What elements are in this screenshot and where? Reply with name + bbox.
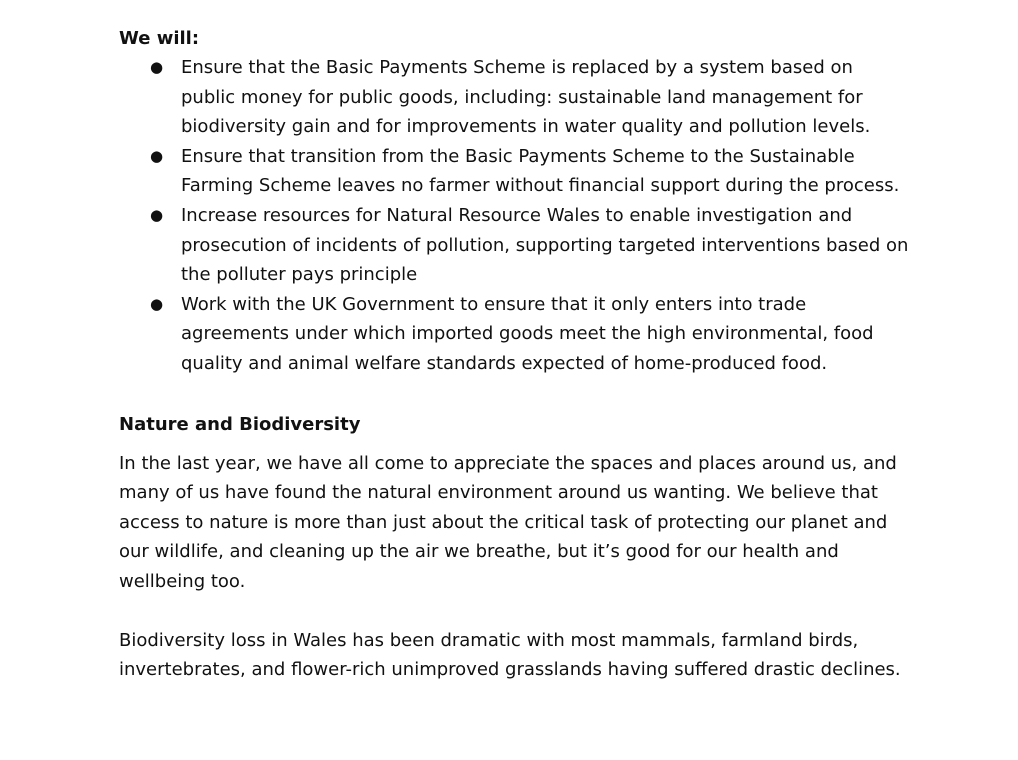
pledge-text: Increase resources for Natural Resource Wales to enable investigation and prosecution of incidents of pollution, supporting targeted interventions based on the polluter pays principle: [181, 204, 909, 286]
pledge-item: [119, 290, 909, 379]
pledge-item: [119, 201, 909, 290]
bullet-icon: ●: [150, 58, 164, 76]
pledge-list: [119, 53, 909, 379]
pledge-text: Ensure that the Basic Payments Scheme is replaced by a system based on public money for public goods, including: sustainable land management for biodiversity gain and for improvements in water quality and pollution levels.: [181, 57, 871, 138]
pledge-text: Ensure that transition from the Basic Payments Scheme to the Sustainable Farming Scheme leaves no farmer without financial support during the process.: [181, 145, 900, 197]
pledge-item: [119, 53, 909, 142]
document-page: [119, 24, 909, 685]
bullet-icon: ●: [150, 146, 164, 165]
we-will-heading: We will:: [119, 28, 200, 49]
nature-paragraph: In the last year, we have all come to appreciate the spaces and places around us, and many of us have found the natural environment around us wanting. We believe that access to nature is more than just about the critical task of protecting our planet and our wildlife, and cleaning up the air we breathe, but it’s good for our health and wellbeing too.: [119, 452, 897, 592]
pledge-text: Work with the UK Government to ensure that it only enters into trade agreements under which imported goods meet the high environmental, food quality and animal welfare standards expected of home-produced food.: [181, 293, 874, 374]
pledge-item: [119, 142, 909, 201]
bullet-icon: ●: [150, 205, 164, 224]
section-title-nature: Nature and Biodiversity: [119, 413, 361, 435]
nature-paragraph: Biodiversity loss in Wales has been dramatic with most mammals, farmland birds, invertebrates, and flower-rich unimproved grasslands having suffered drastic declines.: [119, 629, 901, 681]
bullet-icon: ●: [150, 294, 164, 313]
